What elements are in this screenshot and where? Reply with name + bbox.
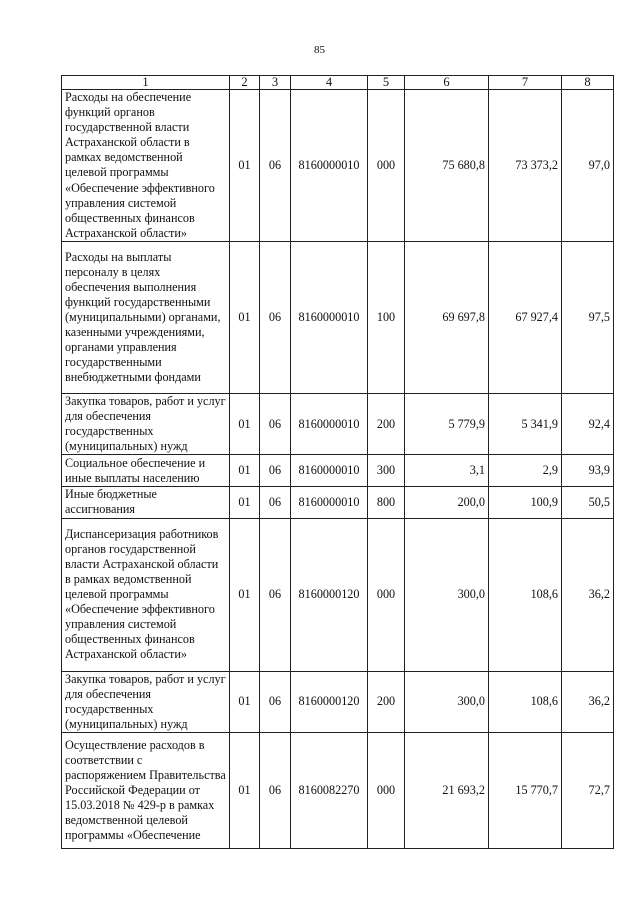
table-header-row — [62, 76, 614, 90]
target-article-cell: 8160000010 — [291, 393, 368, 454]
expense-type-cell: 000 — [368, 732, 405, 848]
executed-amount-cell: 5 341,9 — [489, 393, 562, 454]
executed-amount-cell: 15 770,7 — [489, 732, 562, 848]
execution-percent-cell: 36,2 — [562, 518, 614, 671]
table-row — [62, 732, 614, 848]
header-cell: 1 — [62, 76, 230, 90]
header-cell: 5 — [368, 76, 405, 90]
expense-type-cell: 000 — [368, 90, 405, 242]
target-article-cell: 8160000120 — [291, 518, 368, 671]
section-code-cell: 01 — [230, 487, 260, 518]
target-article-cell: 8160000010 — [291, 455, 368, 487]
header-cell: 2 — [230, 76, 260, 90]
execution-percent-cell: 72,7 — [562, 732, 614, 848]
subsection-code-cell: 06 — [260, 487, 291, 518]
expense-type-cell: 100 — [368, 241, 405, 393]
table-row — [62, 671, 614, 732]
planned-amount-cell: 69 697,8 — [405, 241, 489, 393]
budget-table — [61, 75, 614, 849]
executed-amount-cell: 100,9 — [489, 487, 562, 518]
table-row — [62, 455, 614, 487]
table-row — [62, 241, 614, 393]
section-code-cell: 01 — [230, 732, 260, 848]
expense-name-cell: Закупка товаров, работ и услуг для обеспечения государственных (муниципальных) нужд — [62, 671, 230, 732]
execution-percent-cell: 92,4 — [562, 393, 614, 454]
planned-amount-cell: 300,0 — [405, 518, 489, 671]
expense-name-cell: Закупка товаров, работ и услуг для обеспечения государственных (муниципальных) нужд — [62, 393, 230, 454]
planned-amount-cell: 3,1 — [405, 455, 489, 487]
execution-percent-cell: 97,5 — [562, 241, 614, 393]
target-article-cell: 8160000120 — [291, 671, 368, 732]
subsection-code-cell: 06 — [260, 241, 291, 393]
section-code-cell: 01 — [230, 393, 260, 454]
header-cell: 6 — [405, 76, 489, 90]
executed-amount-cell: 73 373,2 — [489, 90, 562, 242]
section-code-cell: 01 — [230, 455, 260, 487]
expense-name-cell: Расходы на обеспечение функций органов государственной власти Астраханской области в рамках ведомственной целевой программы «Обеспечение эффективного управления системой общественных финансов Астраханской области» — [62, 90, 230, 242]
header-cell: 8 — [562, 76, 614, 90]
expense-name-cell: Иные бюджетные ассигнования — [62, 487, 230, 518]
expense-type-cell: 800 — [368, 487, 405, 518]
expense-name-cell: Социальное обеспечение и иные выплаты населению — [62, 455, 230, 487]
table-row — [62, 518, 614, 671]
planned-amount-cell: 5 779,9 — [405, 393, 489, 454]
expense-type-cell: 300 — [368, 455, 405, 487]
table-row — [62, 487, 614, 518]
subsection-code-cell: 06 — [260, 90, 291, 242]
execution-percent-cell: 50,5 — [562, 487, 614, 518]
expense-name-cell: Осуществление расходов в соответствии с распоряжением Правительства Российской Федерации от 15.03.2018 № 429-р в рамках ведомственной целевой программы «Обеспечение — [62, 732, 230, 848]
section-code-cell: 01 — [230, 518, 260, 671]
planned-amount-cell: 300,0 — [405, 671, 489, 732]
header-cell: 4 — [291, 76, 368, 90]
section-code-cell: 01 — [230, 90, 260, 242]
execution-percent-cell: 93,9 — [562, 455, 614, 487]
expense-name-cell: Расходы на выплаты персоналу в целях обеспечения выполнения функций государственными (муниципальными) органами, казенными учреждениями, органами управления государственными внебюджетными фондами — [62, 241, 230, 393]
executed-amount-cell: 2,9 — [489, 455, 562, 487]
section-code-cell: 01 — [230, 671, 260, 732]
target-article-cell: 8160000010 — [291, 241, 368, 393]
subsection-code-cell: 06 — [260, 518, 291, 671]
section-code-cell: 01 — [230, 241, 260, 393]
executed-amount-cell: 108,6 — [489, 518, 562, 671]
executed-amount-cell: 67 927,4 — [489, 241, 562, 393]
planned-amount-cell: 200,0 — [405, 487, 489, 518]
expense-name-cell: Диспансеризация работников органов государственной власти Астраханской области в рамках ведомственной целевой программы «Обеспечение эффективного управления системой общественных финансов Астраханской области» — [62, 518, 230, 671]
table-row — [62, 90, 614, 242]
subsection-code-cell: 06 — [260, 455, 291, 487]
target-article-cell: 8160082270 — [291, 732, 368, 848]
page-number: 85 — [314, 44, 325, 56]
execution-percent-cell: 97,0 — [562, 90, 614, 242]
subsection-code-cell: 06 — [260, 732, 291, 848]
planned-amount-cell: 21 693,2 — [405, 732, 489, 848]
header-cell: 7 — [489, 76, 562, 90]
executed-amount-cell: 108,6 — [489, 671, 562, 732]
header-cell: 3 — [260, 76, 291, 90]
execution-percent-cell: 36,2 — [562, 671, 614, 732]
table-row — [62, 393, 614, 454]
subsection-code-cell: 06 — [260, 393, 291, 454]
target-article-cell: 8160000010 — [291, 90, 368, 242]
expense-type-cell: 200 — [368, 671, 405, 732]
expense-type-cell: 000 — [368, 518, 405, 671]
expense-type-cell: 200 — [368, 393, 405, 454]
subsection-code-cell: 06 — [260, 671, 291, 732]
planned-amount-cell: 75 680,8 — [405, 90, 489, 242]
target-article-cell: 8160000010 — [291, 487, 368, 518]
